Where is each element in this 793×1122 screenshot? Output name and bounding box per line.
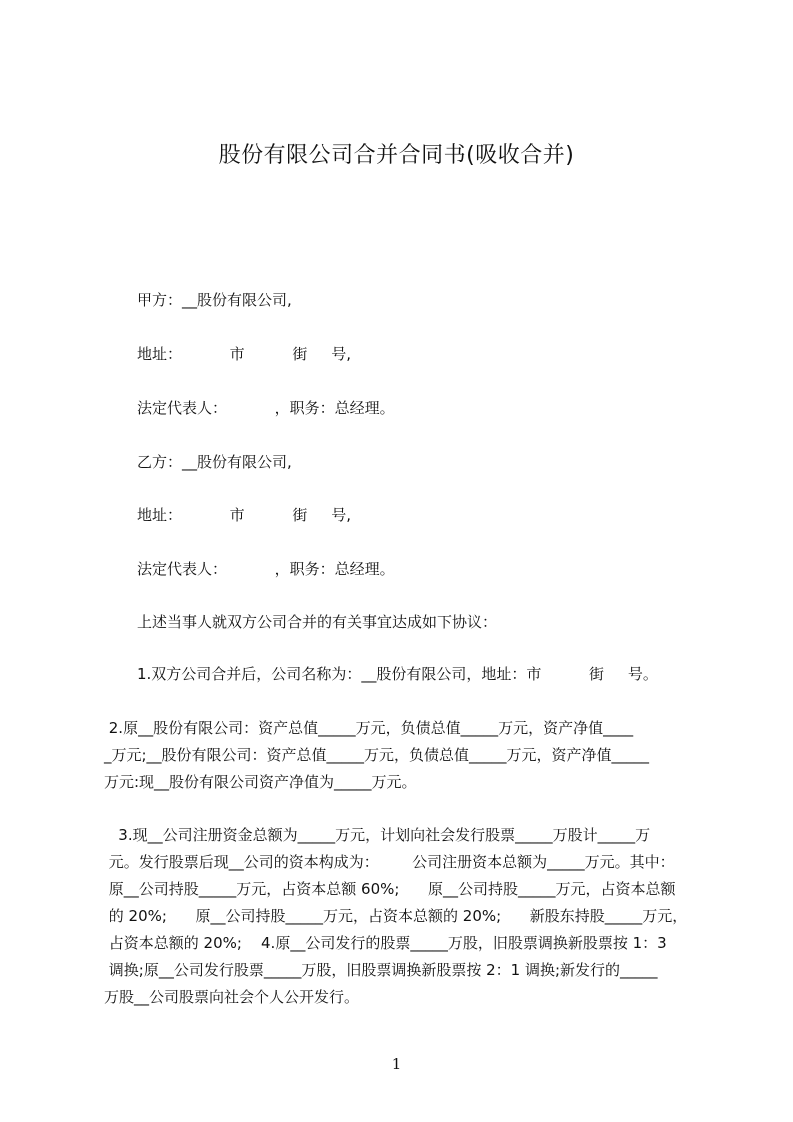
party-b-representative: 法定代表人： ，职务：总经理。: [137, 560, 395, 578]
clause-3-line: 万股__公司股票向社会个人公开发行。: [104, 988, 360, 1006]
clause-3-line: 的 20%; 原__公司持股_____万元，占资本总额的 20%; 新股东持股_____万元，: [104, 907, 688, 925]
clause-3-line: 调换;原__公司发行股票_____万股，旧股票调换新股票按 2：1 调换;新发行的_____: [104, 961, 658, 979]
clause-3-line: 占资本总额的 20%; 4.原__公司发行的股票_____万股，旧股票调换新股票按 1：3: [104, 934, 667, 952]
party-b-name: 乙方：__股份有限公司,: [137, 453, 292, 471]
clause-2-line: 万元:现__股份有限公司资产净值为_____万元。: [104, 773, 417, 791]
clause-2-line: _万元;__股份有限公司：资产总值_____万元，负债总值_____万元，资产净值_____: [104, 746, 650, 764]
clause-3-line: 元。发行股票后现__公司的资本构成为： 公司注册资本总额为_____万元。其中：: [104, 853, 675, 871]
clause-2: [104, 715, 704, 796]
clause-1: 1.双方公司合并后，公司名称为：__股份有限公司，地址：市 街 号。: [137, 665, 658, 683]
clause-3: [104, 822, 704, 1011]
clause-3-line: 3.现__公司注册资金总额为_____万元，计划向社会发行股票_____万股计_____万: [104, 826, 651, 844]
party-a-name: 甲方：__股份有限公司,: [137, 291, 292, 309]
clause-2-line: 2.原__股份有限公司：资产总值_____万元，负债总值_____万元，资产净值____: [104, 719, 634, 737]
page-number: 1: [391, 1055, 402, 1073]
clause-3-line: 原__公司持股_____万元，占资本总额 60%; 原__公司持股_____万元，占资本总额: [104, 880, 676, 898]
party-a-address: 地址： 市 街 号,: [137, 345, 351, 363]
document-title: 股份有限公司合并合同书(吸收合并): [218, 143, 575, 168]
party-a-representative: 法定代表人： ，职务：总经理。: [137, 399, 395, 417]
party-b-address: 地址： 市 街 号,: [137, 506, 351, 524]
agreement-intro: 上述当事人就双方公司合并的有关事宜达成如下协议：: [137, 613, 498, 631]
